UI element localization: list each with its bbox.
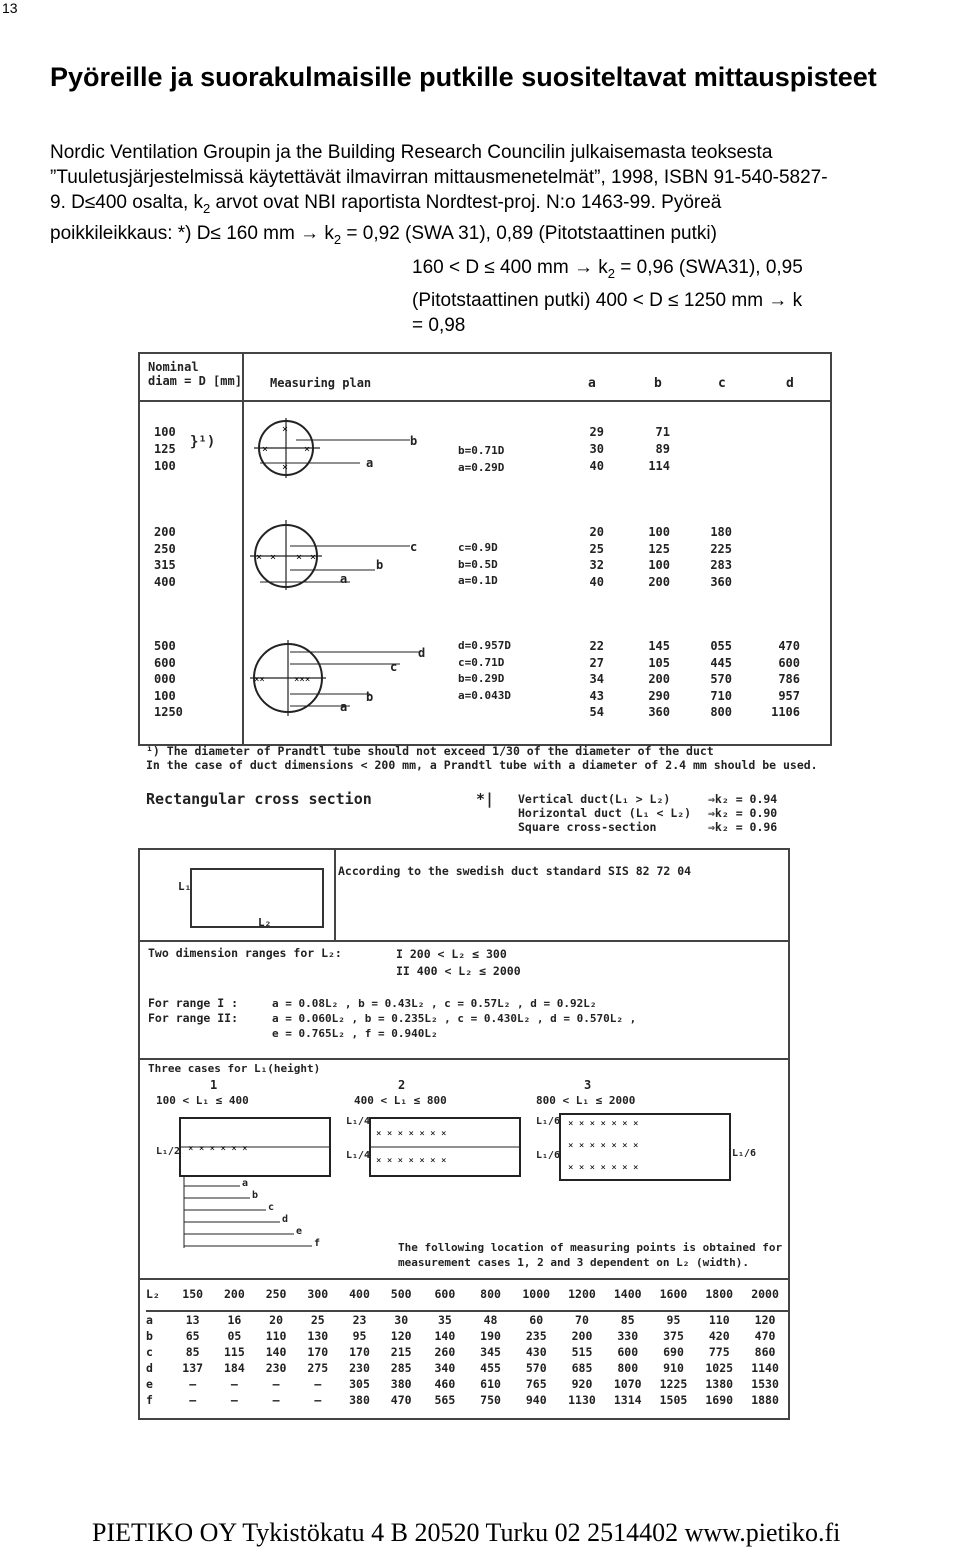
values-b: 71 89 114 (648, 425, 670, 473)
formula-list: c=0.9D b=0.5D a=0.1D (458, 541, 498, 587)
table-row: b 65 05 110 130 95 120 140 190 235 200 330 375 420 470 (146, 1329, 776, 1343)
table-row: d 137 184 230 275 230 285 340 455 570 685 800 910 1025 1140 (146, 1361, 779, 1375)
header-a: a (588, 376, 596, 391)
table-header: 1600 (659, 1287, 688, 1301)
measuring-plan-diagram (250, 520, 450, 590)
table-header: 400 (349, 1287, 370, 1301)
rect-star: *| (476, 790, 495, 808)
measuring-plan-diagram (250, 418, 450, 478)
svg-text:×: × (282, 462, 289, 473)
svg-text:×: × (310, 552, 317, 563)
page-footer: PIETIKO OY Tykistökatu 4 B 20520 Turku 02 2514402 www.pietiko.fi (92, 1518, 841, 1547)
intro-line: poikkileikkaus: *) D≤ 160 mm → $k_2 = 0,92$ (SWA 31), 0,89 (Pitotstaattinen putki) (50, 222, 717, 247)
dim-label-a: a (340, 572, 348, 586)
dim-letter: c (268, 1202, 275, 1213)
svg-text:×: × (282, 424, 289, 435)
header-b: b (654, 376, 662, 391)
dim-label-b: b (376, 558, 384, 572)
table-row: f — — — — 380 470 565 750 940 1130 1314 1505 1690 1880 (146, 1393, 779, 1407)
case-number: 3 (584, 1078, 592, 1092)
following-note: The following location of measuring points is obtained for measurement cases 1, 2 and 3 dependent on L₂ (width). (398, 1241, 783, 1269)
svg-text:×: × (270, 552, 277, 563)
page-number: 13 (2, 0, 18, 16)
rect-top-panel (140, 850, 788, 942)
round-footnote: ¹) The diameter of Prandtl tube should not exceed 1/30 of the diameter of the duct In the case of duct dimensions < 200 mm, a Prandtl tube with a diameter of 2.4 mm should be used. (146, 744, 818, 772)
table-header: 150 (182, 1287, 204, 1301)
intro-line: 9. D≤400 osalta, $k_2$ arvot ovat NBI raportista Nordtest-proj. N:o 1463-99. Pyöreä (50, 192, 722, 216)
column-divider (242, 354, 244, 744)
table-header: 200 (223, 1287, 245, 1301)
standard-text: According to the swedish duct standard SIS 82 72 04 (338, 864, 692, 878)
fraction-label: L₁/4 (346, 1150, 371, 1161)
svg-text:×: × (262, 444, 269, 455)
table-header: 2000 (751, 1287, 779, 1301)
svg-text:×: × (296, 552, 303, 563)
svg-text:× × × × × × ×: × × × × × × × (376, 1156, 447, 1166)
page-title: Pyöreille ja suorakulmaisille putkille suositeltavat mittauspisteet (50, 62, 877, 92)
formula-list: d=0.957D c=0.71D b=0.29D a=0.043D (458, 639, 511, 702)
values-a: 29 30 40 (589, 425, 604, 473)
dim-letter: b (252, 1190, 259, 1201)
dim-label-d: d (418, 646, 426, 660)
values-c: 055 445 570 710 800 (710, 639, 732, 719)
formula-list: b=0.71D a=0.29D (458, 444, 505, 474)
values-b: 100 125 100 200 (648, 525, 670, 589)
table-header: 500 (390, 1287, 412, 1301)
table-header: 800 (480, 1287, 501, 1301)
dim-label-c: c (390, 660, 398, 674)
svg-text:×××: ××× (294, 675, 311, 685)
intro-line: ”Tuuletusjärjestelmissä käytettävät ilmavirran mittausmenetelmät”, 1998, ISBN 91-540-5827- (50, 167, 828, 188)
case-number: 2 (398, 1078, 406, 1092)
table-row: a 13 16 20 25 23 30 35 48 60 70 85 95 110 120 (146, 1313, 776, 1327)
measuring-cases-diagram (140, 1108, 788, 1258)
svg-text:××: ×× (254, 675, 265, 685)
round-duct-figure (138, 352, 832, 746)
rect-case-values: ⇒k₂ = 0.94 ⇒k₂ = 0.90 ⇒k₂ = 0.96 (708, 792, 778, 834)
case-range: 100 < L₁ ≤ 400 (156, 1094, 249, 1107)
dim-letter: a (242, 1178, 249, 1189)
svg-text:× × × × × ×: × × × × × × (188, 1144, 248, 1154)
fraction-label: L₁/2 (156, 1146, 181, 1157)
range-formulas: a = 0.08L₂ , b = 0.43L₂ , c = 0.57L₂ , d = 0.92L₂ a = 0.060L₂ , b = 0.235L₂ , c = 0.430L₂ , d = 0.570L₂ , e = 0.765L₂ , f = 0.940L₂ (272, 997, 637, 1040)
three-cases-title: Three cases for L₁(height) (148, 1062, 321, 1075)
table-header: 1000 (522, 1287, 551, 1301)
intro-line: = 0,98 (412, 315, 466, 336)
range-list: I 200 < L₂ ≤ 300 II 400 < L₂ ≤ 2000 (396, 947, 521, 978)
dim-letter: e (296, 1226, 303, 1237)
l2-label: L₂ (258, 916, 272, 929)
intro-line: Nordic Ventilation Groupin ja the Building Research Councilin julkaisemasta teoksesta (50, 142, 773, 163)
fraction-label: L₁/6 (536, 1150, 561, 1161)
header-diam: diam = D [mm] (148, 374, 242, 388)
diam-list: 200 250 315 400 (154, 525, 176, 589)
header-plan: Measuring plan (270, 376, 372, 390)
table-header: 1200 (568, 1287, 596, 1301)
values-b: 145 105 200 290 360 (648, 639, 670, 719)
svg-text:× × × × × × ×: × × × × × × × (376, 1129, 447, 1139)
svg-text:× × × × × × ×: × × × × × × × (568, 1163, 639, 1173)
table-header: 1400 (613, 1287, 642, 1301)
diam-list: 500 600 000 100 1250 (154, 639, 183, 719)
range-labels: For range I : For range II: (148, 996, 239, 1025)
table-header-label: L₂ (146, 1287, 160, 1301)
dim-label-b: b (366, 690, 374, 704)
table-header: 300 (307, 1287, 329, 1301)
l1-label: L₁ (178, 880, 192, 893)
table-row: e — — — — 305 380 460 610 765 920 1070 1225 1380 1530 (146, 1377, 779, 1391)
fraction-label: L₁/6 (732, 1148, 757, 1159)
diam-list: 100 125 100 (154, 425, 176, 473)
intro-line: (Pitotstaattinen putki) 400 < D ≤ 1250 mm → k (412, 290, 803, 311)
values-c: 180 225 283 360 (710, 525, 732, 589)
rect-cases: Vertical duct(L₁ > L₂) Horizontal duct (L₁ < L₂) Square cross-section (518, 792, 692, 834)
dim-label-b: b (410, 434, 418, 448)
table-header-row (146, 1286, 788, 1302)
header-c: c (718, 376, 726, 391)
values-d: 470 600 786 957 1106 (771, 639, 800, 719)
measuring-points-table (146, 1286, 788, 1408)
duct-rectangle (190, 868, 324, 928)
table-row: c 85 115 140 170 170 215 260 345 430 515 600 690 775 860 (146, 1345, 776, 1359)
dim-label-c: c (410, 540, 418, 554)
intro-line: 160 < D ≤ 400 mm → $k_2 = 0,96$ (SWA31), 0,95 (412, 257, 803, 281)
svg-text:× × × × × × ×: × × × × × × × (568, 1141, 639, 1151)
dim-letter: d (282, 1214, 289, 1225)
rect-duct-figure (138, 848, 790, 1420)
dim-label-a: a (366, 456, 374, 470)
svg-text:×: × (304, 444, 311, 455)
header-d: d (786, 376, 794, 391)
footnote-brace: }¹) (190, 434, 216, 450)
case-number: 1 (210, 1078, 218, 1092)
table-header: 1800 (705, 1287, 734, 1301)
fraction-label: L₁/4 (346, 1116, 371, 1127)
dim-label-a: a (340, 700, 348, 714)
round-figure-header (140, 354, 830, 402)
rect-heading: Rectangular cross section (146, 790, 372, 808)
svg-text:×: × (256, 552, 263, 563)
case-range: 400 < L₁ ≤ 800 (354, 1094, 447, 1107)
header-nominal: Nominal (148, 360, 199, 374)
ranges-title: Two dimension ranges for L₂: (148, 946, 342, 960)
panel-divider (334, 850, 336, 940)
table-header: 250 (265, 1287, 287, 1301)
values-a: 22 27 34 43 54 (589, 639, 604, 719)
fraction-label: L₁/6 (536, 1116, 561, 1127)
dim-letter: f (314, 1238, 321, 1249)
section-divider (140, 1058, 788, 1060)
table-header: 600 (434, 1287, 456, 1301)
table-divider (140, 1278, 788, 1280)
case-range: 800 < L₁ ≤ 2000 (536, 1094, 636, 1107)
values-a: 20 25 32 40 (589, 525, 604, 589)
svg-text:× × × × × × ×: × × × × × × × (568, 1119, 639, 1129)
intro-text (50, 140, 930, 252)
